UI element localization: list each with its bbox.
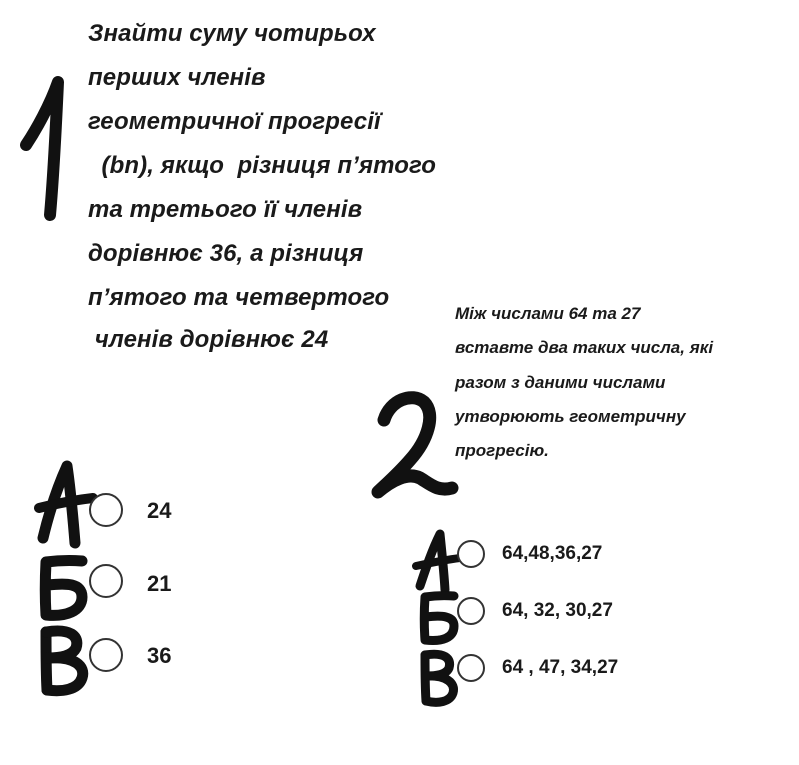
question-2-line: утворюють геометричну xyxy=(455,407,686,426)
option-letter-b xyxy=(36,553,94,623)
q2-radio-option-b[interactable] xyxy=(457,597,485,625)
option-a-value: 24 xyxy=(147,498,172,523)
q2-option-letter-v xyxy=(416,648,462,708)
question-1-line: геометричної прогресії xyxy=(88,108,381,135)
radio-option-a[interactable] xyxy=(89,493,123,527)
question-2-line: прогресію. xyxy=(455,441,549,460)
option-letter-v xyxy=(36,622,92,698)
question-2-line: Між числами 64 та 27 xyxy=(455,304,641,323)
question-1-line: та третього її членів xyxy=(88,196,363,223)
radio-option-b[interactable] xyxy=(89,564,123,598)
q2-option-letter-b xyxy=(416,590,462,648)
question-1-line: п’ятого та четвертого xyxy=(88,284,390,311)
q2-option-v-value: 64 , 47, 34,27 xyxy=(502,657,619,678)
question-1-number xyxy=(10,70,80,230)
option-letter-a xyxy=(35,458,97,548)
option-b-value: 21 xyxy=(147,571,172,596)
question-1-line: (bn), якщо різниця п’ятого xyxy=(88,152,437,179)
question-2-line: разом з даними числами xyxy=(455,373,666,392)
option-v-value: 36 xyxy=(147,643,172,668)
question-1-line: перших членів xyxy=(88,64,266,91)
q2-option-letter-a xyxy=(412,528,464,594)
q2-radio-option-v[interactable] xyxy=(457,654,485,682)
q2-radio-option-a[interactable] xyxy=(457,540,485,568)
question-1-line: дорівнює 36, а різниця xyxy=(88,240,364,267)
q2-option-a-value: 64,48,36,27 xyxy=(502,543,603,564)
question-1-line: Знайти суму чотирьох xyxy=(88,20,376,47)
radio-option-v[interactable] xyxy=(89,638,123,672)
question-2-line: вставте два таких числа, які xyxy=(455,338,714,357)
question-1-line: членів дорівнює 24 xyxy=(88,326,329,353)
question-2-number xyxy=(370,388,460,506)
q2-option-b-value: 64, 32, 30,27 xyxy=(502,600,613,621)
